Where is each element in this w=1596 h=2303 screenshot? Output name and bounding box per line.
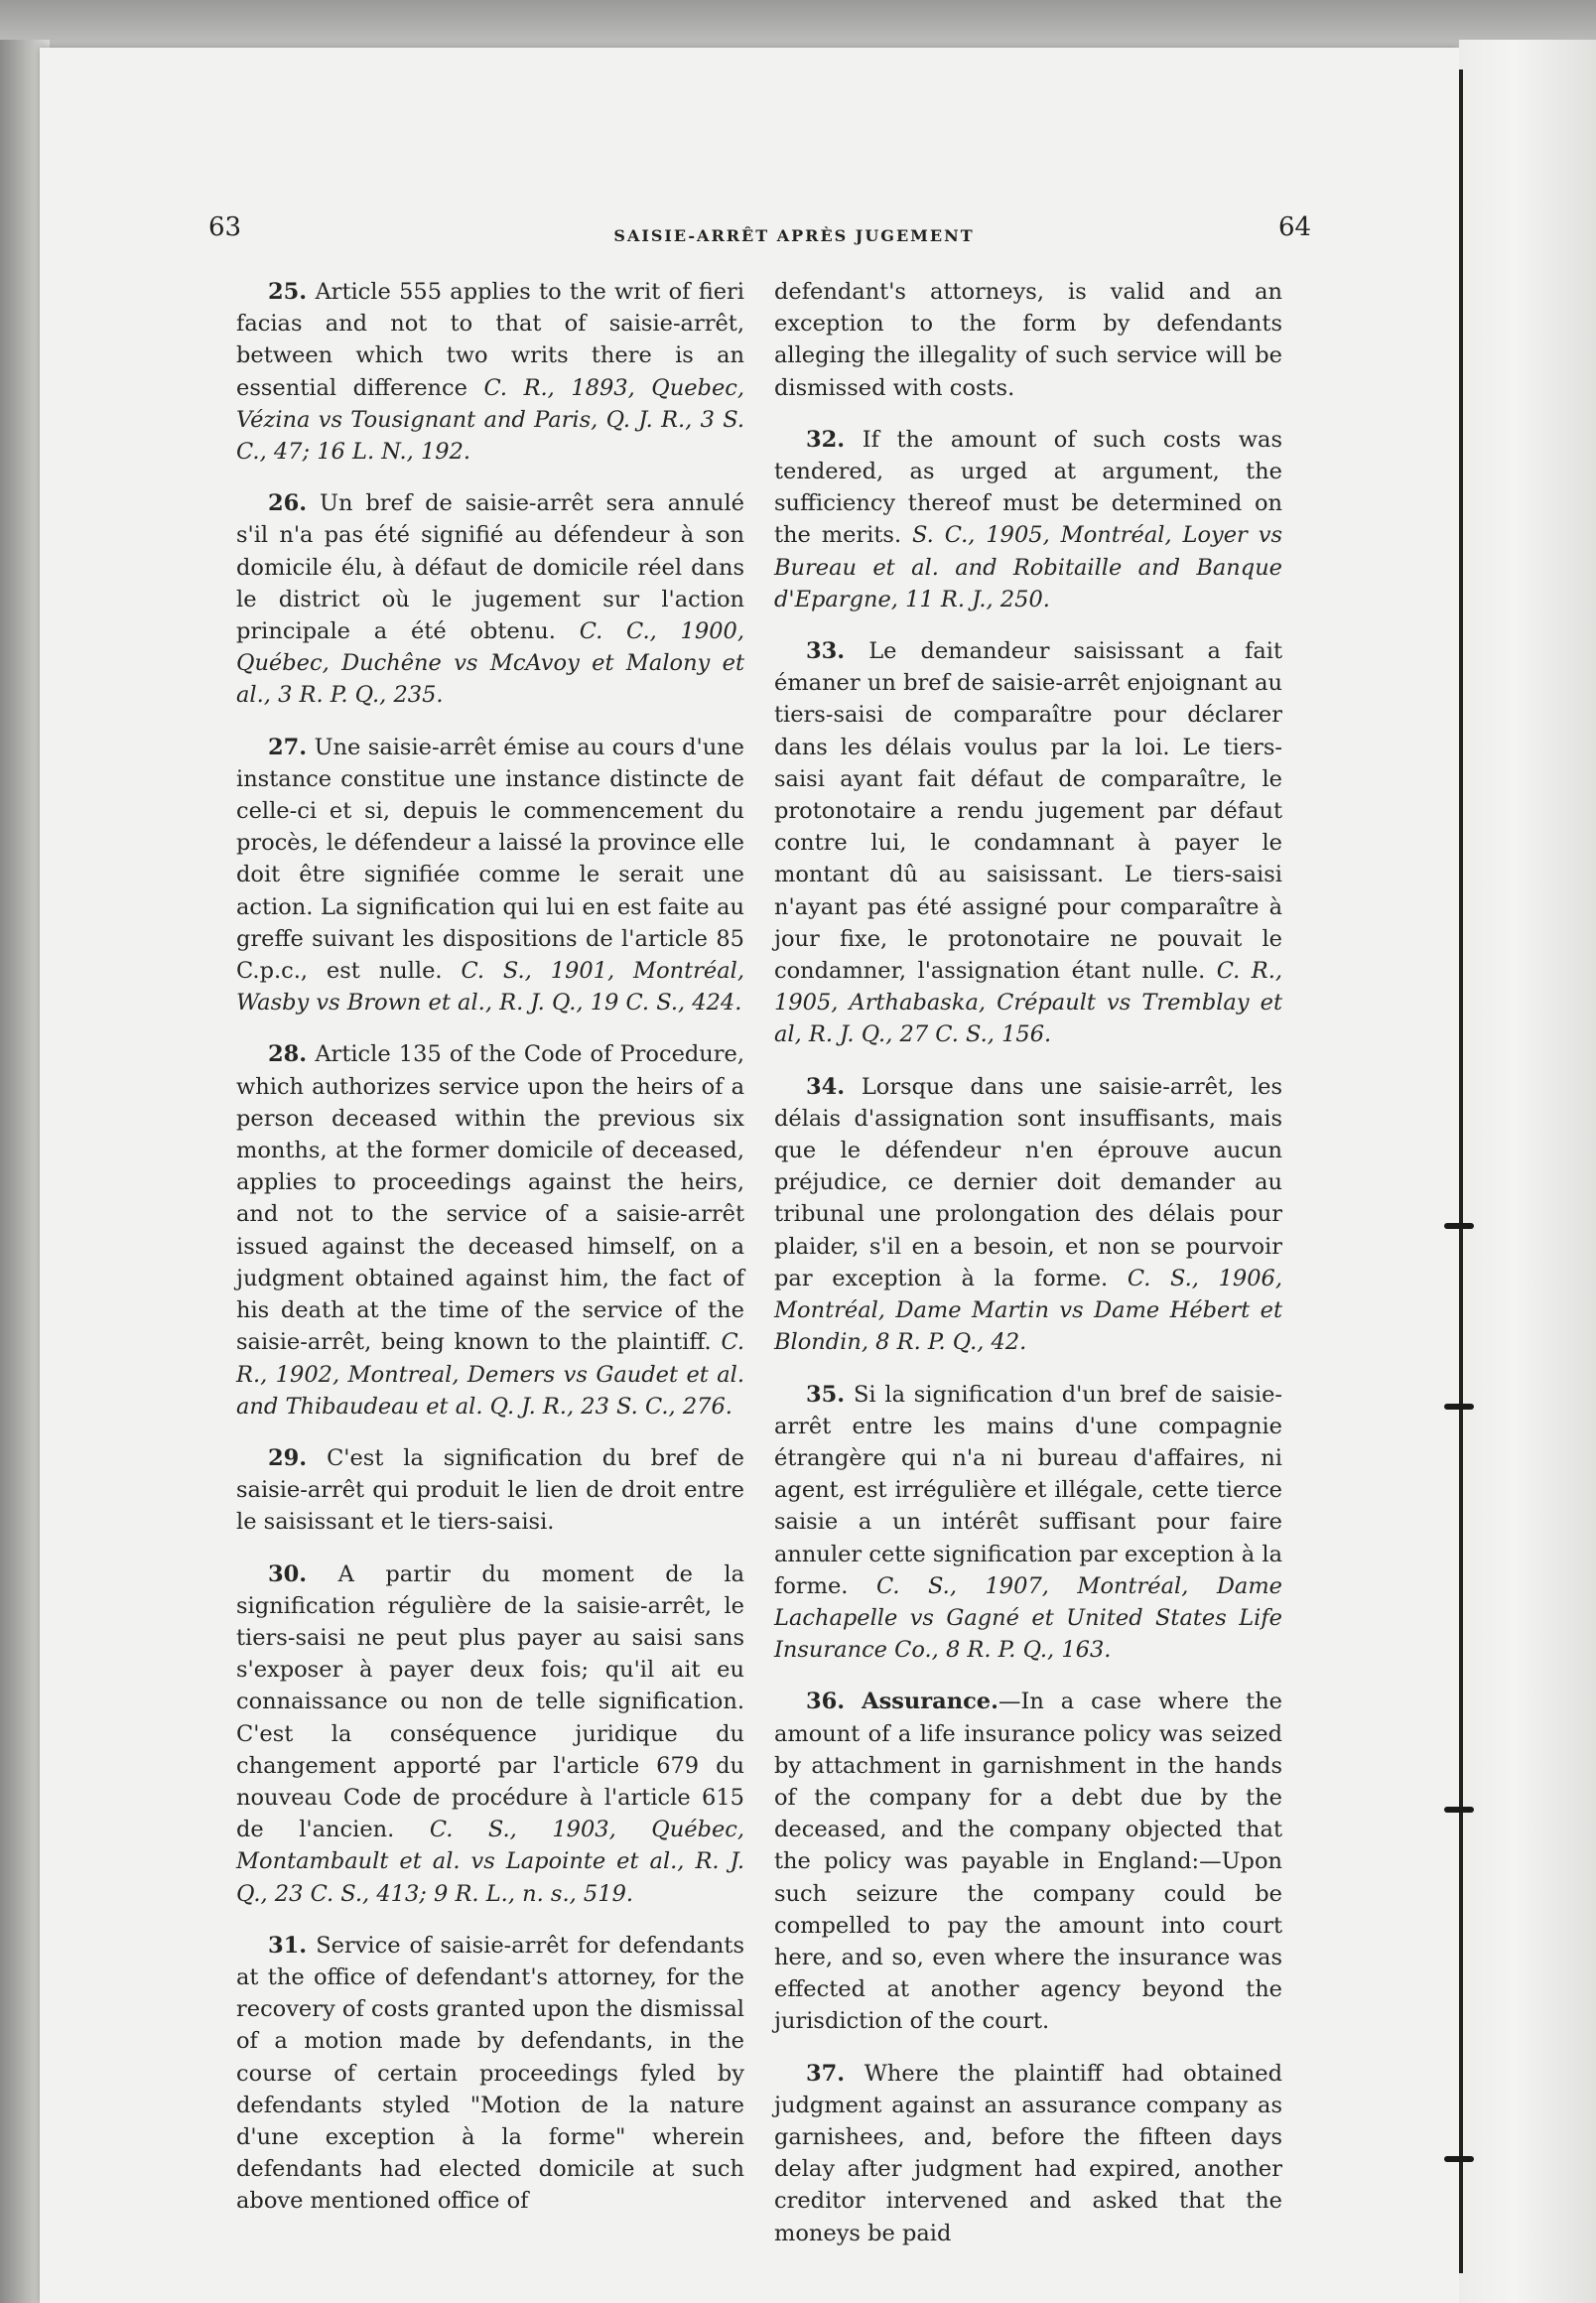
paragraph-number: 28. <box>268 1041 308 1068</box>
paragraph <box>236 1442 744 1539</box>
paragraph-text: Article 555 applies to the writ of fieri facias and not to that of saisie-arrêt, between which two writs there is an essential difference <box>236 279 744 401</box>
paragraph <box>774 1379 1282 1667</box>
left-page-number: 63 <box>208 212 242 242</box>
paragraph <box>236 732 744 1019</box>
paragraph <box>774 424 1282 615</box>
binding-stitch <box>1444 1404 1474 1410</box>
paragraph <box>236 1558 744 1910</box>
case-citation: C. R., 1893, Quebec, Vézina vs Tousignant and Paris, Q. J. R., 3 S. C., 47; 16 L. N., 192. <box>236 374 745 466</box>
case-citation: C. S., 1901, Montréal, Wasby vs Brown et al., R. J. Q., 19 C. S., 424. <box>236 958 744 1016</box>
paragraph-text: Service of saisie-arrêt for defendants at the office of defendant's attorney, for the recovery of costs granted upon the dismissal of a motion made by defendants, in the course of certain proceedings fyled by defendants styled "Motion de la nature d'une exception à la forme" wherein defendants had elected domicile at such above mentioned office of <box>236 1932 744 2215</box>
binding-stitch <box>1444 1807 1474 1813</box>
paragraph-number: 33. <box>806 638 846 665</box>
paragraph <box>774 2058 1282 2249</box>
paragraph-number: 30. <box>268 1560 308 1587</box>
paragraph-number: 36. <box>806 1689 846 1715</box>
book-spine <box>1459 69 1463 2273</box>
paragraph-number: 25. <box>268 279 308 305</box>
right-column <box>774 276 1282 2269</box>
paragraph-text: A partir du moment de la signification régulière de la saisie-arrêt, le tiers-saisi ne peut plus payer au saisi sans s'exposer à payer deux fois; qu'il ait eu connaissance ou non de telle signification. C'est la conséquence juridique du changement apporté par l'article 679 du nouveau Code de procédure à l'article 615 de l'ancien. <box>236 1560 744 1843</box>
paragraph-text: Une saisie-arrêt émise au cours d'une instance constitue une instance distincte de celle-ci et si, depuis le commencement du procès, le défendeur a laissé la province elle doit être signifiée comme le serait une action. La signification qui lui en est faite au greffe suivant les dispositions de l'article 85 C.p.c., est nulle. <box>236 734 744 985</box>
case-citation: C. S., 1903, Québec, Montambault et al. vs Lapointe et al., R. J. Q., 23 C. S., 413; 9 R. L., n. s., 519. <box>236 1817 745 1907</box>
paragraph-number: 29. <box>268 1444 308 1471</box>
case-citation: C. C., 1900, Québec, Duchêne vs McAvoy et Malony et al., 3 R. P. Q., 235. <box>236 618 744 709</box>
paragraph <box>236 276 744 468</box>
paragraph <box>236 487 744 711</box>
case-citation: C. R., 1902, Montreal, Demers vs Gaudet et al. and Thibaudeau et al. Q. J. R., 23 S. C., 276. <box>236 1329 745 1420</box>
paragraph-text: Article 135 of the Code of Procedure, which authorizes service upon the heirs of a person deceased within the previous six months, at the former domicile of deceased, applies to proceedings against the heirs, and not to the service of a saisie-arrêt issued against the deceased himself, on a judgment obtained against him, the fact of his death at the time of the service of the saisie-arrêt, being known to the plaintiff. <box>236 1041 745 1356</box>
paragraph-number: 32. <box>806 426 846 453</box>
paragraph <box>236 1930 744 2218</box>
paragraph <box>774 1686 1282 2037</box>
paragraph-text: Le demandeur saisissant a fait émaner un bref de saisie-arrêt enjoignant au tiers-saisi de comparaître pour déclarer dans les délais voulus par la loi. Le tiers-saisi ayant fait défaut de comparaître, le protonotaire a rendu jugement par défaut contre lui, le condamnant à payer le montant dû au saisissant. Le tiers-saisi n'ayant pas été assigné pour comparaître à jour fixe, le protonotaire ne pouvait le condamner, l'assignation étant nulle. <box>774 638 1283 985</box>
paragraph-number: 27. <box>268 734 308 760</box>
paragraph-text: defendant's attorneys, is valid and an exception to the form by defendants alleging the illegality of such service will be dismissed with costs. <box>774 279 1282 401</box>
paragraph-number: 34. <box>806 1073 846 1100</box>
paragraph-text: —In a case where the amount of a life insurance policy was seized by attachment in garnishment in the hands of the company for a debt due by the deceased, and the company objected that the policy was payable in England:—Upon such seizure the company could be compelled to pay the amount into court here, and so, even where the insurance was effected at another agency beyond the jurisdiction of the court. <box>774 1689 1283 2035</box>
paragraph <box>774 276 1282 404</box>
paragraph-text: Un bref de saisie-arrêt sera annulé s'il n'a pas été signifié au défendeur à son domicile élu, à défaut de domicile réel dans le district où le jugement sur l'action principale a été obtenu. <box>236 490 744 645</box>
binding-stitch <box>1444 2156 1474 2162</box>
right-page-number: 64 <box>1278 212 1312 242</box>
left-column <box>236 276 744 2237</box>
paragraph-text: Si la signification d'un bref de saisie-arrêt entre les mains d'une compagnie étrangère qui n'a ni bureau d'affaires, ni agent, est irrégulière et illégale, cette tierce saisie a un intérêt suffisant pour faire annuler cette signification par exception à la forme. <box>774 1381 1283 1599</box>
case-citation: C. S., 1907, Montréal, Dame Lachapelle vs Gagné et United States Life Insurance Co., 8 R. P. Q., 163. <box>774 1572 1283 1664</box>
paragraph-heading: Assurance. <box>862 1689 998 1715</box>
paragraph-text: If the amount of such costs was tendered, as urged at argument, the sufficiency thereof must be determined on the merits. <box>774 426 1283 549</box>
paragraph-text: Where the plaintiff had obtained judgment against an assurance company as garnishees, and, before the fifteen days delay after judgment had expired, another creditor intervened and asked that the moneys be paid <box>774 2060 1282 2246</box>
paragraph-number: 31. <box>268 1932 308 1959</box>
paragraph-number: 26. <box>268 490 308 517</box>
paragraph <box>236 1038 744 1422</box>
paragraph-text: C'est la signification du bref de saisie-arrêt qui produit le lien de droit entre le saisissant et le tiers-saisi. <box>236 1444 744 1536</box>
case-citation: C. S., 1906, Montréal, Dame Martin vs Dame Hébert et Blondin, 8 R. P. Q., 42. <box>774 1265 1282 1356</box>
paragraph <box>774 1071 1282 1359</box>
paragraph-text: Lorsque dans une saisie-arrêt, les délais d'assignation sont insuffisants, mais que le défendeur n'en éprouve aucun préjudice, ce dernier doit demander au tribunal une prolongation des délais pour plaider, s'il en a besoin, et non se pourvoir par exception à la forme. <box>774 1073 1283 1291</box>
book-right-margin <box>1459 40 1596 2303</box>
running-title: SAISIE-ARRÊT APRÈS JUGEMENT <box>613 226 975 245</box>
binding-stitch <box>1444 1223 1474 1229</box>
case-citation: S. C., 1905, Montréal, Loyer vs Bureau et al. and Robitaille and Banque d'Epargne, 11 R. J., 250. <box>774 522 1282 612</box>
paragraph <box>774 635 1282 1051</box>
paragraph-number: 35. <box>806 1381 846 1408</box>
case-citation: C. R., 1905, Arthabaska, Crépault vs Tremblay et al, R. J. Q., 27 C. S., 156. <box>774 958 1282 1048</box>
paragraph-number: 37. <box>806 2060 846 2087</box>
